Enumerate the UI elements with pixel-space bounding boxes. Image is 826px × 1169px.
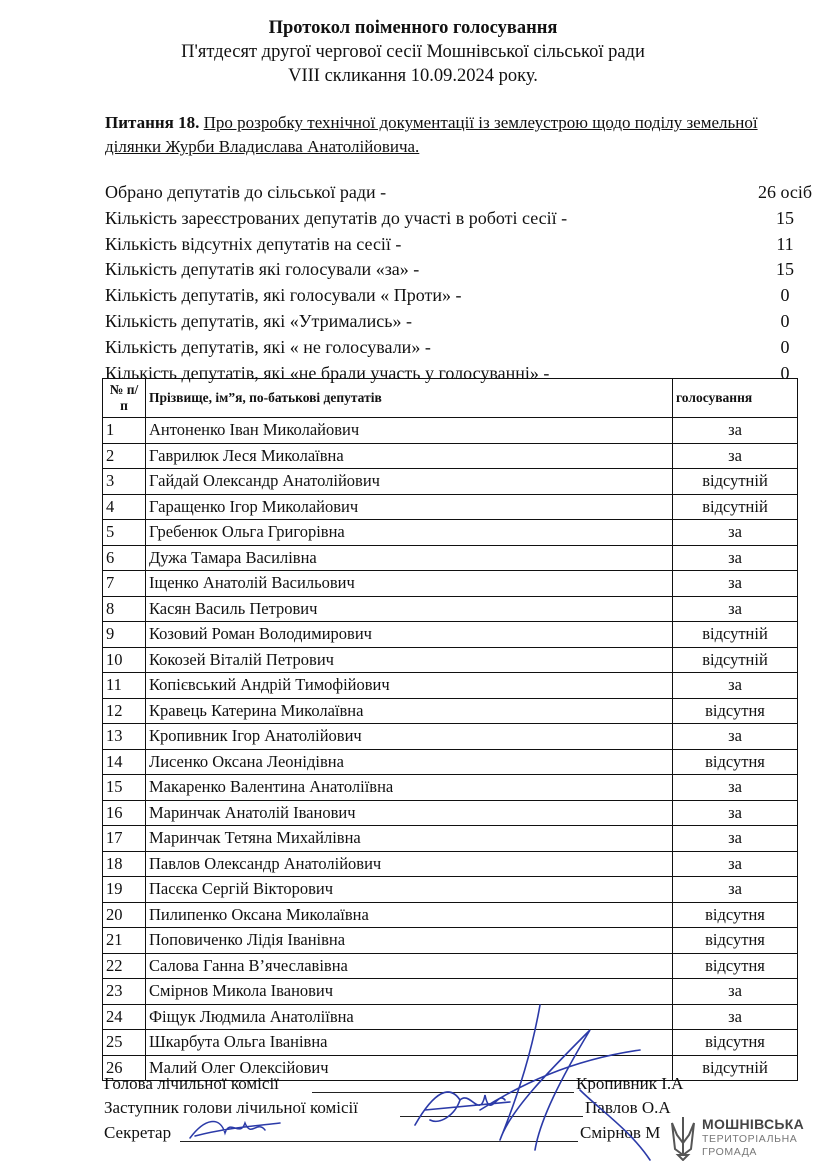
vote-result: за — [673, 571, 798, 597]
stat-value: 26 осіб — [757, 182, 813, 202]
vote-result: відсутня — [673, 902, 798, 928]
deputy-name: Козовий Роман Володимирович — [146, 622, 673, 648]
table-row — [103, 596, 798, 622]
row-number: 9 — [103, 622, 146, 648]
deputy-name: Іщенко Анатолій Васильович — [146, 571, 673, 597]
vote-result: за — [673, 775, 798, 801]
signatory-name: Смірнов М — [580, 1123, 661, 1142]
row-number: 3 — [103, 469, 146, 495]
vote-result: відсутня — [673, 749, 798, 775]
stat-value: 0 — [780, 285, 790, 306]
vote-result: за — [673, 724, 798, 750]
vote-result: відсутня — [673, 698, 798, 724]
signature-line-deputy-chair — [104, 1097, 704, 1121]
row-number: 7 — [103, 571, 146, 597]
table-row — [103, 902, 798, 928]
table-row — [103, 826, 798, 852]
stat-value: 0 — [780, 336, 790, 357]
signature-role: Секретар — [104, 1123, 172, 1142]
table-row — [103, 851, 798, 877]
row-number: 20 — [103, 902, 146, 928]
stat-label: Кількість зареєстрованих депутатів до участі в роботі сесії - — [105, 207, 568, 228]
deputy-name: Поповиченко Лідія Іванівна — [146, 928, 673, 954]
deputy-name: Пасєка Сергій Вікторович — [146, 877, 673, 903]
deputy-name: Павлов Олександр Анатолійович — [146, 851, 673, 877]
vote-result: відсутній — [673, 469, 798, 495]
vote-result: за — [673, 851, 798, 877]
stat-row — [105, 206, 795, 232]
vote-result: відсутній — [673, 622, 798, 648]
stat-label: Кількість депутатів, які голосували « Проти» - — [105, 285, 462, 306]
row-number: 16 — [103, 800, 146, 826]
signature-role: Заступник голови лічильної комісії — [104, 1098, 359, 1117]
vote-result: за — [673, 826, 798, 852]
signature-underline — [312, 1092, 574, 1093]
signature-role: Голова лічильної комісії — [104, 1074, 279, 1093]
deputy-name: Дужа Тамара Василівна — [146, 545, 673, 571]
deputy-name: Маринчак Тетяна Михайлівна — [146, 826, 673, 852]
stat-value: 15 — [776, 259, 794, 280]
row-number: 1 — [103, 418, 146, 444]
row-number: 13 — [103, 724, 146, 750]
table-row — [103, 443, 798, 469]
table-row — [103, 928, 798, 954]
signature-line-secretary — [104, 1122, 704, 1146]
vote-statistics — [105, 180, 813, 386]
convocation-date-line: VIII скликання 10.09.2024 року. — [288, 66, 538, 86]
vote-result: за — [673, 520, 798, 546]
stat-label: Кількість депутатів які голосували «за» - — [105, 259, 420, 280]
table-row — [103, 749, 798, 775]
vote-result: відсутній — [673, 1055, 798, 1081]
row-number: 14 — [103, 749, 146, 775]
deputy-name: Касян Василь Петрович — [146, 596, 673, 622]
row-number: 19 — [103, 877, 146, 903]
vote-result: за — [673, 979, 798, 1005]
table-row — [103, 418, 798, 444]
stat-value: 11 — [776, 233, 794, 254]
row-number: 12 — [103, 698, 146, 724]
deputy-name: Малий Олег Олексійович — [146, 1055, 673, 1081]
stat-row — [105, 335, 795, 361]
vote-result: відсутній — [673, 647, 798, 673]
vote-result: за — [673, 596, 798, 622]
row-number: 10 — [103, 647, 146, 673]
row-number: 24 — [103, 1004, 146, 1030]
stat-label: Кількість депутатів, які «не брали участь у голосуванні» - — [105, 362, 550, 383]
vote-result: відсутня — [673, 928, 798, 954]
row-number: 26 — [103, 1055, 146, 1081]
deputy-name: Смірнов Микола Іванович — [146, 979, 673, 1005]
table-row — [103, 647, 798, 673]
row-number: 21 — [103, 928, 146, 954]
deputy-name: Лисенко Оксана Леонідівна — [146, 749, 673, 775]
row-number: 11 — [103, 673, 146, 699]
deputy-name: Кропивник Ігор Анатолійович — [146, 724, 673, 750]
table-row — [103, 520, 798, 546]
stat-value: 0 — [780, 362, 790, 383]
stat-label: Обрано депутатів до сільської ради - — [105, 182, 387, 202]
row-number: 18 — [103, 851, 146, 877]
question-text: Про розробку технічної документації із землеустрою щодо поділу земельної ділянки Журби Владислава Анатолійовича. — [105, 113, 758, 156]
table-row — [103, 469, 798, 495]
logo-line-1: МОШНІВСЬКА — [702, 1116, 805, 1132]
table-row — [103, 800, 798, 826]
deputy-name: Гребенюк Ольга Григорівна — [146, 520, 673, 546]
vote-result: відсутня — [673, 1030, 798, 1056]
session-line: П'ятдесят другої чергової сесії Мошнівської сільської ради — [181, 42, 645, 62]
deputy-name: Антоненко Іван Миколайович — [146, 418, 673, 444]
vote-result: за — [673, 673, 798, 699]
stat-row — [105, 180, 813, 206]
deputy-name: Шкарбута Ольга Іванівна — [146, 1030, 673, 1056]
deputy-name: Гаврилюк Леся Миколаївна — [146, 443, 673, 469]
row-number: 5 — [103, 520, 146, 546]
community-logo — [668, 1115, 818, 1165]
stat-row — [105, 309, 795, 335]
signature-line-chair — [104, 1073, 704, 1097]
table-header-row — [103, 379, 798, 418]
stat-label: Кількість депутатів, які « не голосували» - — [105, 336, 431, 357]
table-row — [103, 494, 798, 520]
row-number: 6 — [103, 545, 146, 571]
deputy-name: Пилипенко Оксана Миколаївна — [146, 902, 673, 928]
vote-result: за — [673, 800, 798, 826]
row-number: 22 — [103, 953, 146, 979]
deputy-name: Маринчак Анатолій Іванович — [146, 800, 673, 826]
signatory-name: Павлов О.А — [585, 1098, 671, 1117]
stat-value: 0 — [780, 310, 790, 331]
table-row — [103, 724, 798, 750]
vote-result: за — [673, 877, 798, 903]
table-row — [103, 1030, 798, 1056]
vote-result: за — [673, 1004, 798, 1030]
table-row — [103, 979, 798, 1005]
row-number: 17 — [103, 826, 146, 852]
column-header-number: № п/п — [103, 379, 146, 418]
agenda-question — [105, 111, 805, 159]
table-body — [103, 418, 798, 1081]
row-number: 2 — [103, 443, 146, 469]
table-row — [103, 775, 798, 801]
column-header-vote: голосування — [673, 379, 798, 418]
table-row — [103, 545, 798, 571]
vote-result: за — [673, 418, 798, 444]
stat-row — [105, 283, 795, 309]
table-row — [103, 953, 798, 979]
signature-underline — [180, 1141, 578, 1142]
stat-label: Кількість депутатів, які «Утримались» - — [105, 310, 412, 331]
table-row — [103, 571, 798, 597]
row-number: 25 — [103, 1030, 146, 1056]
deputy-name: Копієвський Андрій Тимофійович — [146, 673, 673, 699]
deputy-name: Салова Ганна В’ячеславівна — [146, 953, 673, 979]
deputy-name: Гаращенко Ігор Миколайович — [146, 494, 673, 520]
roll-call-table — [102, 378, 798, 1081]
deputy-name: Макаренко Валентина Анатоліївна — [146, 775, 673, 801]
row-number: 15 — [103, 775, 146, 801]
signatory-name: Кропивник І.А — [576, 1074, 684, 1093]
question-label: Питання 18. — [105, 113, 200, 132]
trident-icon — [668, 1115, 698, 1161]
table-row — [103, 622, 798, 648]
protocol-title: Протокол поіменного голосування — [268, 18, 558, 38]
stat-label: Кількість відсутніх депутатів на сесії - — [105, 233, 402, 254]
logo-line-3: ГРОМАДА — [702, 1146, 758, 1158]
vote-result: відсутня — [673, 953, 798, 979]
stat-row — [105, 257, 795, 283]
stat-value: 15 — [776, 207, 794, 228]
table-row — [103, 1004, 798, 1030]
deputy-name: Гайдай Олександр Анатолійович — [146, 469, 673, 495]
table-row — [103, 877, 798, 903]
deputy-name: Кокозей Віталій Петрович — [146, 647, 673, 673]
table-row — [103, 673, 798, 699]
logo-line-2: ТЕРИТОРІАЛЬНА — [702, 1133, 798, 1145]
deputy-name: Фіщук Людмила Анатоліївна — [146, 1004, 673, 1030]
column-header-name: Прізвище, ім”я, по-батькові депутатів — [146, 379, 673, 418]
signature-underline — [400, 1116, 583, 1117]
deputy-name: Кравець Катерина Миколаївна — [146, 698, 673, 724]
row-number: 4 — [103, 494, 146, 520]
stat-row — [105, 232, 795, 258]
vote-result: відсутній — [673, 494, 798, 520]
vote-result: за — [673, 443, 798, 469]
row-number: 23 — [103, 979, 146, 1005]
table-row — [103, 698, 798, 724]
vote-result: за — [673, 545, 798, 571]
row-number: 8 — [103, 596, 146, 622]
